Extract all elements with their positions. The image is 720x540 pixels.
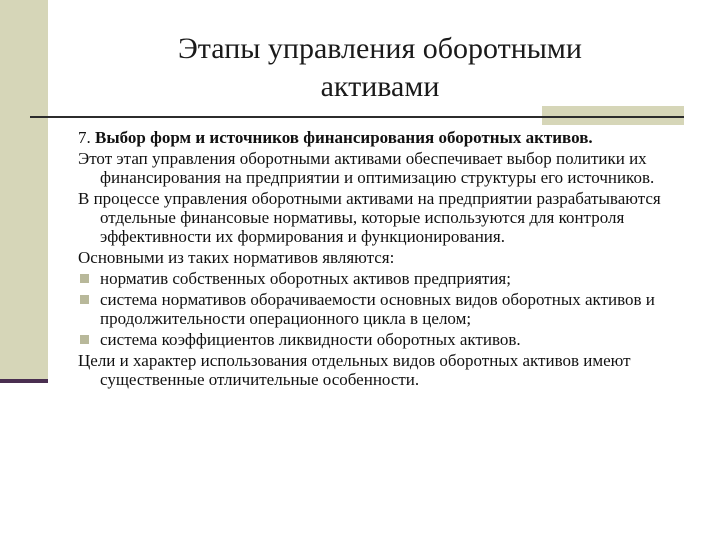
title-divider bbox=[30, 116, 684, 118]
square-bullet-icon bbox=[80, 274, 89, 283]
stage-heading-text: Выбор форм и источников финансирования оборотных активов. bbox=[95, 128, 593, 147]
bullet-item bbox=[78, 269, 688, 288]
bullet-text: система нормативов оборачиваемости основных видов оборотных активов и продолжительности операционного цикла в целом; bbox=[100, 290, 655, 328]
stage-number: 7. bbox=[78, 128, 95, 147]
bullet-item bbox=[78, 290, 688, 328]
slide-body bbox=[78, 128, 688, 391]
bullet-text: норматив собственных оборотных активов предприятия; bbox=[100, 269, 511, 288]
paragraph: Основными из таких нормативов являются: bbox=[78, 248, 395, 267]
paragraph: Этот этап управления оборотными активами обеспечивает выбор политики их финансирования на предприятии и оптимизацию структуры его источников. bbox=[78, 149, 655, 187]
square-bullet-icon bbox=[80, 335, 89, 344]
side-accent-rule bbox=[0, 379, 48, 383]
title-line-2: активами bbox=[320, 70, 440, 103]
stage-heading bbox=[78, 128, 688, 147]
title-line-1: Этапы управления оборотными bbox=[178, 32, 582, 65]
bullet-text: система коэффициентов ликвидности оборотных активов. bbox=[100, 330, 521, 349]
side-accent-panel bbox=[0, 0, 48, 383]
paragraph: В процессе управления оборотными активами на предприятии разрабатываются отдельные финансовые нормативы, которые используются для контроля эффективности их формирования и функционирования. bbox=[78, 189, 661, 246]
closing-paragraph: Цели и характер использования отдельных видов оборотных активов имеют существенные отличительные особенности. bbox=[78, 351, 631, 389]
slide-title bbox=[100, 30, 660, 106]
square-bullet-icon bbox=[80, 295, 89, 304]
bullet-item bbox=[78, 330, 688, 349]
